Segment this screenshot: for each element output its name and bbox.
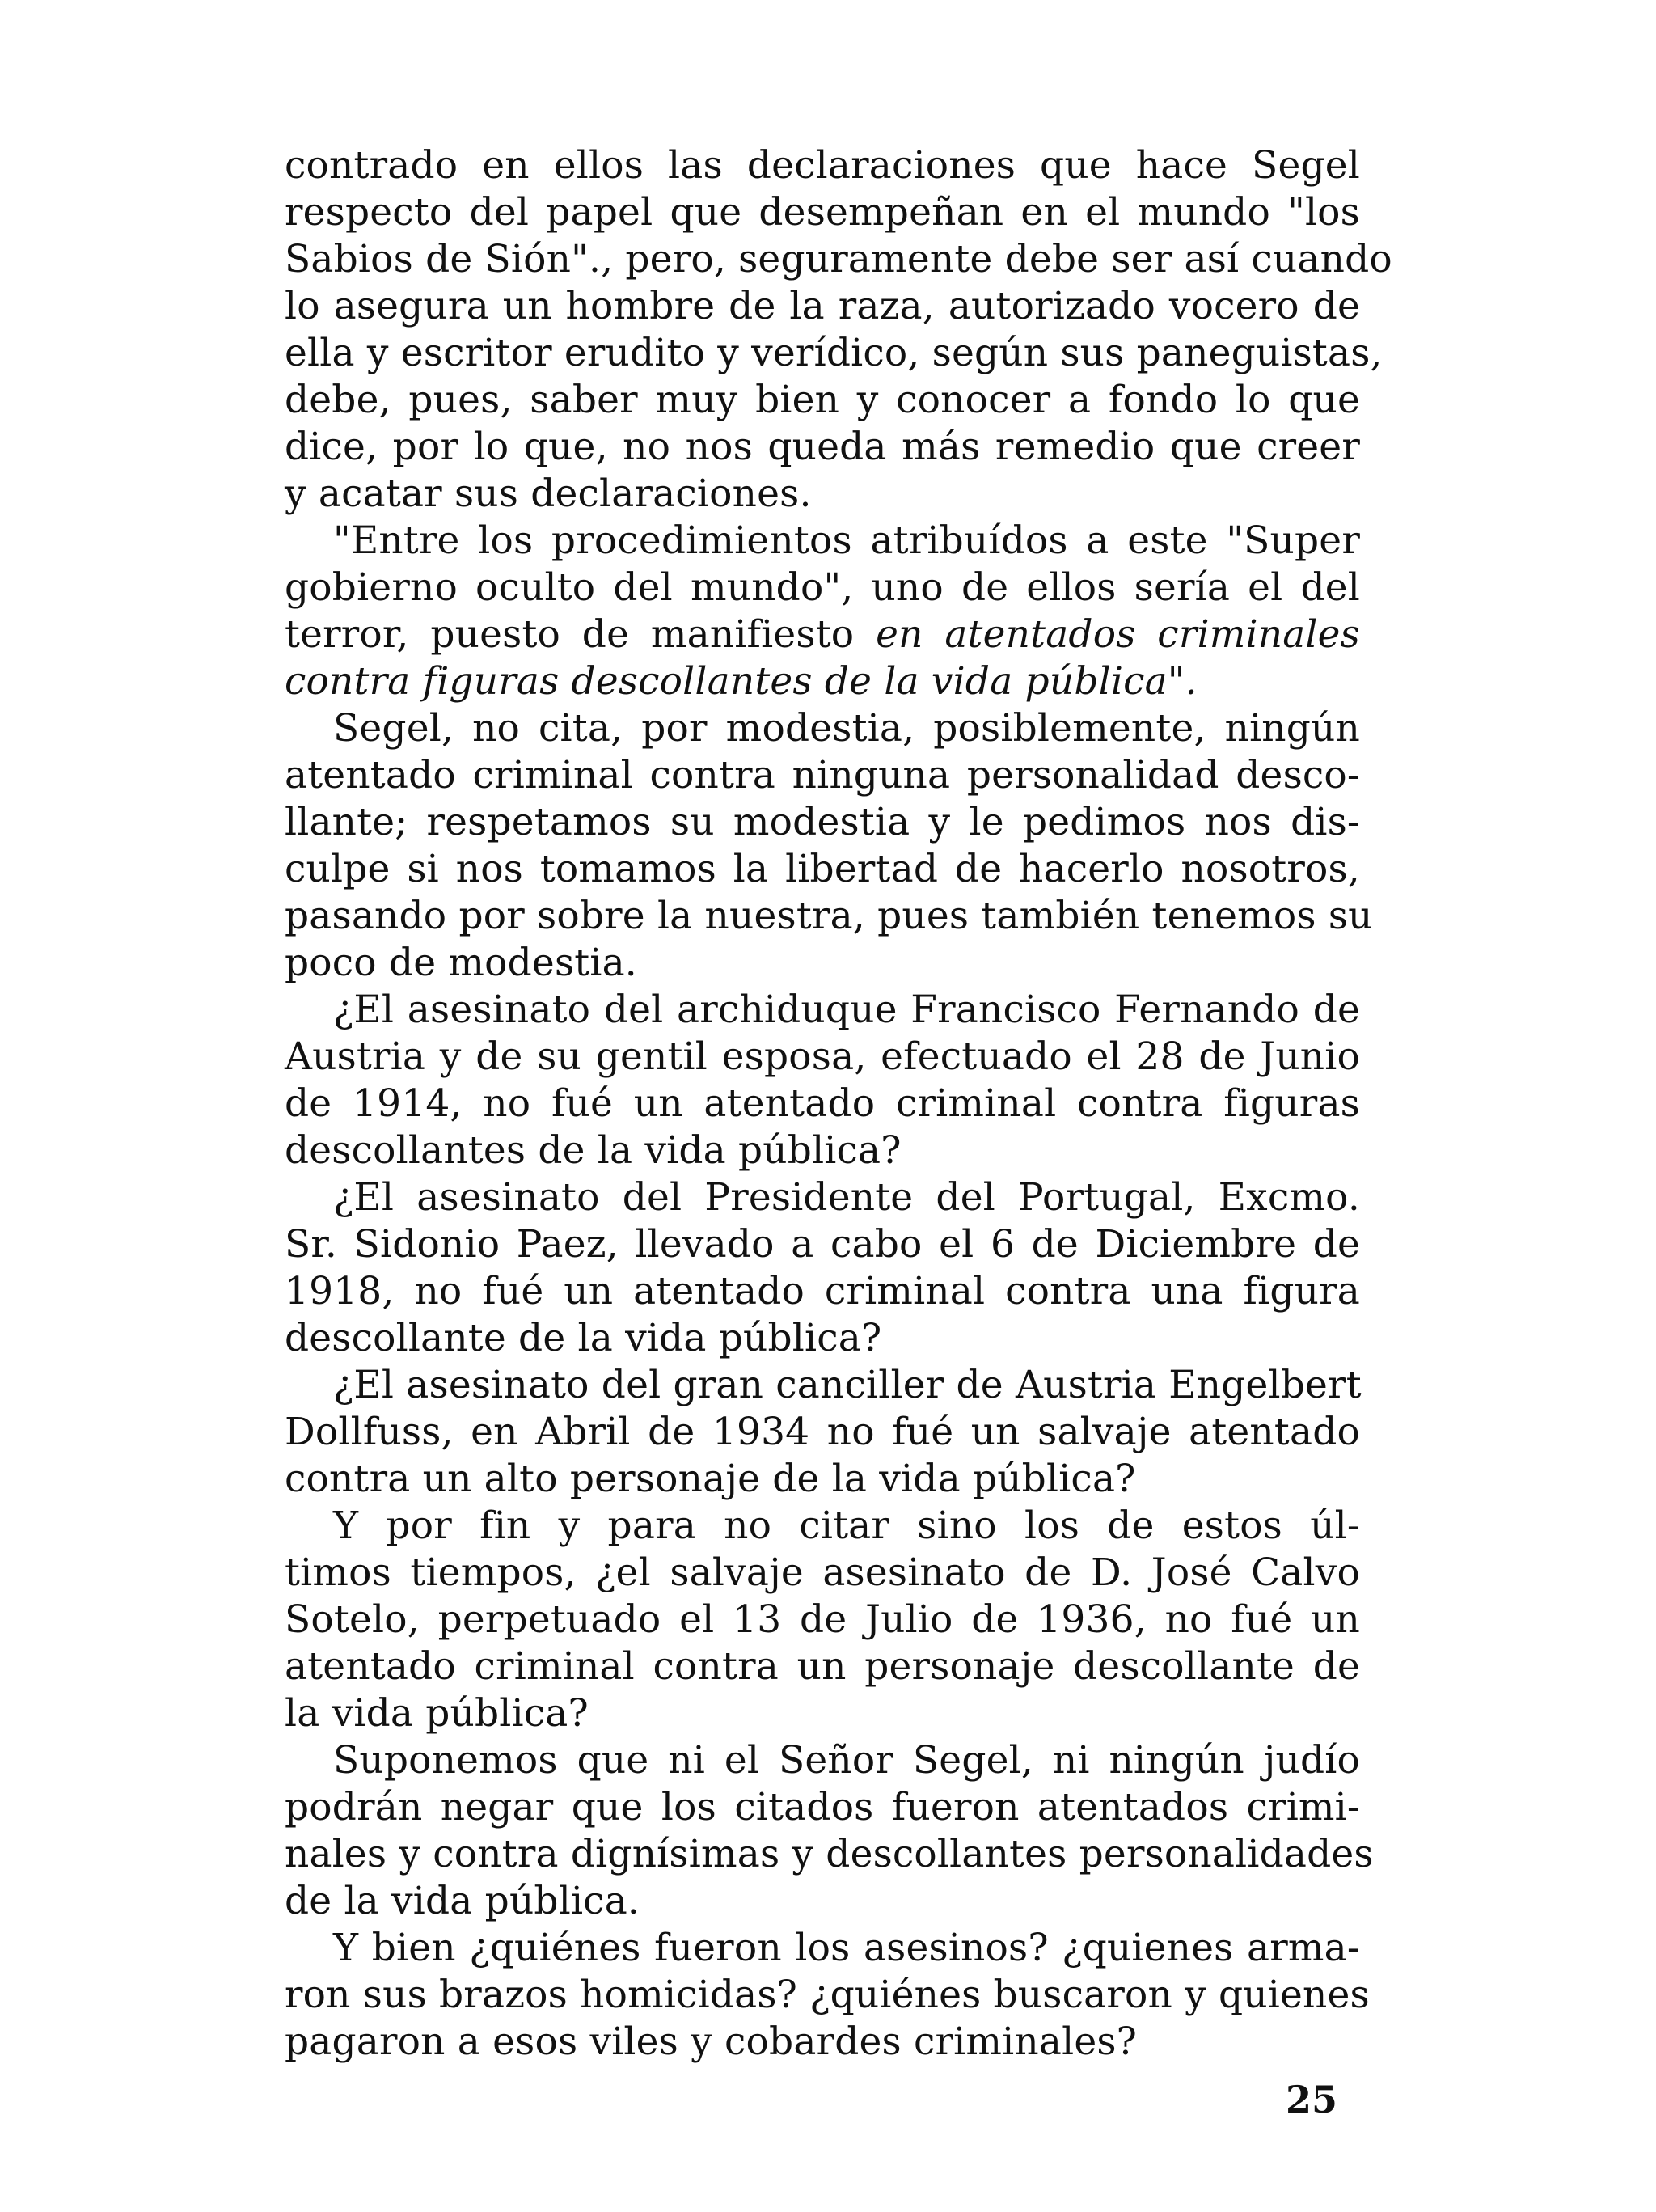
text-line: Y bien ¿quiénes fueron los asesinos? ¿quienes arma- [333,1926,1360,1970]
text-line: Sabios de Sión"., pero, seguramente debe ser así cuando [285,237,1392,281]
italic-line [285,658,1360,705]
text-line: pasando por sobre la nuestra, pues también tenemos su [285,894,1373,938]
text-line: lo asegura un hombre de la raza, autorizado vocero de [285,284,1360,328]
text-line: nales y contra dignísimas y descollantes personalidades [285,1832,1374,1876]
text-line: "Entre los procedimientos atribuídos a este "Super [333,518,1360,563]
text-line: 1918, no fué un atentado criminal contra una figura [285,1269,1360,1313]
text-block [285,142,1392,2124]
text-line: debe, pues, saber muy bien y conocer a fondo lo que [285,378,1360,422]
text-line: pagaron a esos viles y cobardes criminales? [285,2020,1138,2064]
text-line: contra un alto personaje de la vida pública? [285,1457,1136,1501]
text-line: contrado en ellos las declaraciones que hace Segel [285,143,1360,188]
text-line: Dollfuss, en Abril de 1934 no fué un salvaje atentado [285,1410,1360,1454]
text-line: Suponemos que ni el Señor Segel, ni ningún judío [333,1738,1360,1783]
italic-fragment: en atentados criminales [876,612,1360,657]
page-number: 25 [1286,2078,1338,2121]
text-line: atentado criminal contra un personaje descollante de [285,1644,1360,1689]
text-line: Y por fin y para no citar sino los de estos úl- [333,1504,1360,1548]
text-line: podrán negar que los citados fueron atentados crimi- [285,1785,1360,1829]
text-line: gobierno oculto del mundo", uno de ellos sería el del [285,565,1360,610]
text-line: llante; respetamos su modestia y le pedimos nos dis- [285,800,1360,844]
text-line: ella y escritor erudito y verídico, según sus paneguistas, [285,331,1383,375]
text-line: ¿El asesinato del gran canciller de Austria Engelbert [333,1363,1362,1407]
text-line: Austria y de su gentil esposa, efectuado el 28 de Junio [285,1034,1360,1079]
text-line: culpe si nos tomamos la libertad de hacerlo nosotros, [285,847,1360,891]
text-line: ¿El asesinato del Presidente del Portugal, Excmo. [333,1175,1360,1220]
italic-fragment: contra figuras descollantes de la vida pública". [285,659,1198,704]
text-line: ¿El asesinato del archiduque Francisco Fernando de [333,988,1360,1032]
text-line: de 1914, no fué un atentado criminal contra figuras [285,1081,1360,1126]
text-line-italic-mixed [285,611,1360,658]
text-line: Sr. Sidonio Paez, llevado a cabo el 6 de Diciembre de [285,1222,1360,1267]
text-line: dice, por lo que, no nos queda más remedio que creer [285,425,1360,469]
text-line: ron sus brazos homicidas? ¿quiénes buscaron y quienes [285,1973,1370,2017]
text-line: de la vida pública. [285,1879,640,1923]
text-line: descollante de la vida pública? [285,1316,882,1360]
text-line: respecto del papel que desempeñan en el mundo "los [285,190,1360,235]
text-line: Segel, no cita, por modestia, posiblemente, ningún [333,706,1360,751]
text-line: atentado criminal contra ninguna personalidad desco- [285,753,1360,797]
text-line: descollantes de la vida pública? [285,1128,902,1173]
text-fragment: terror, puesto de manifiesto [285,612,877,657]
text-line: la vida pública? [285,1691,589,1736]
text-line: poco de modestia. [285,941,637,985]
text-line: Sotelo, perpetuado el 13 de Julio de 1936, no fué un [285,1597,1360,1642]
text-line: y acatar sus declaraciones. [285,472,812,516]
text-line: timos tiempos, ¿el salvaje asesinato de D. José Calvo [285,1550,1360,1595]
